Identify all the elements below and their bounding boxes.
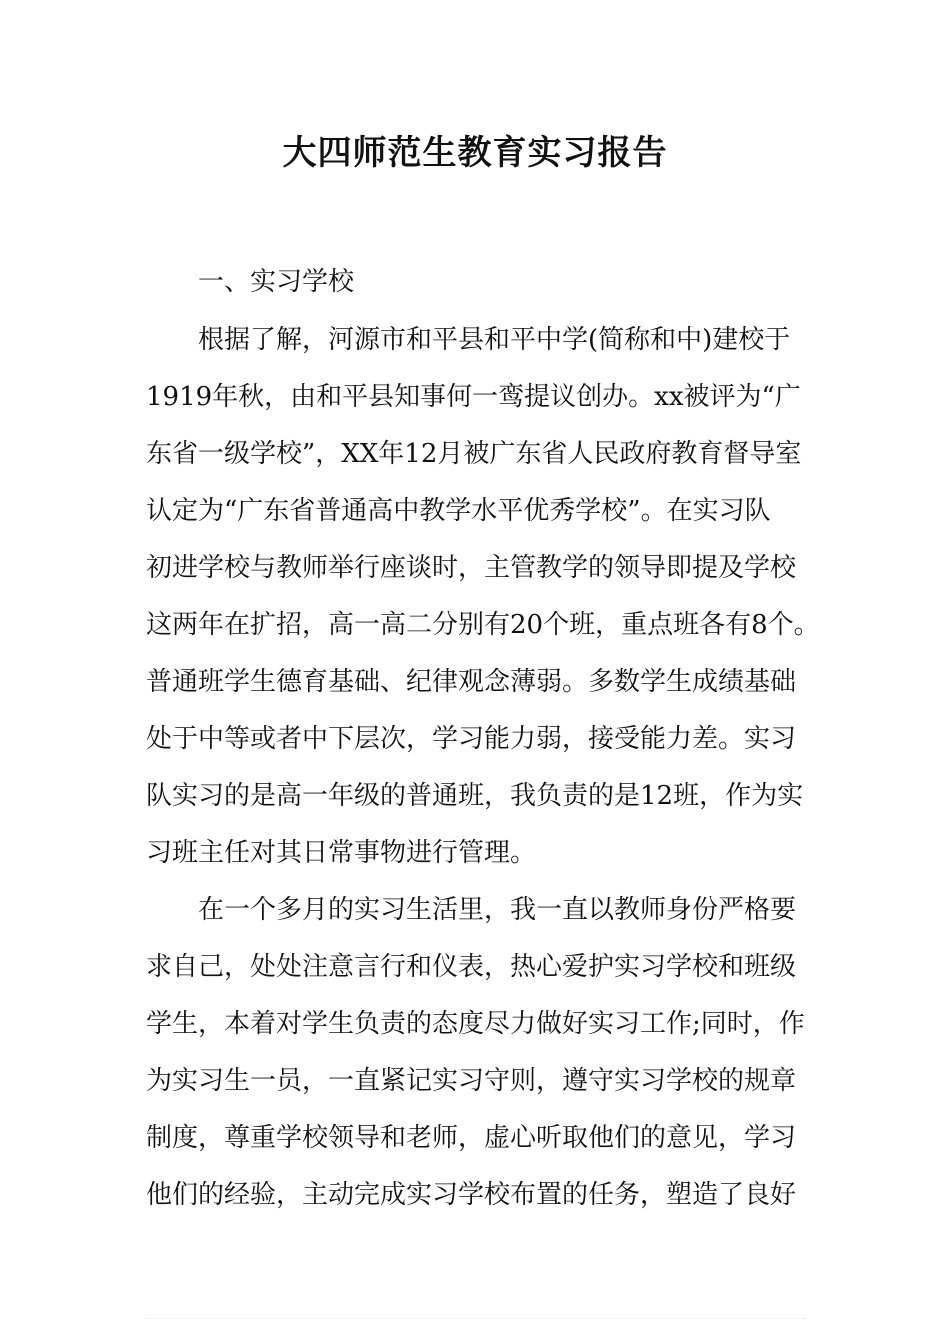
paragraph-line: 在一个多月的实习生活里，我一直以教师身份严格要 bbox=[198, 895, 797, 925]
paragraph-line: 普通班学生德育基础、纪律观念薄弱。多数学生成绩基础 bbox=[146, 667, 797, 697]
paragraph-line: 东省一级学校”，XX年12月被广东省人民政府教育督导室 bbox=[146, 439, 802, 469]
paragraph-line: 求自己，处处注意言行和仪表，热心爱护实习学校和班级 bbox=[146, 952, 797, 982]
paragraph-line: 这两年在扩招，高一高二分别有20个班，重点班各有8个。 bbox=[146, 610, 820, 640]
paragraph-line: 认定为“广东省普通高中教学水平优秀学校”。在实习队 bbox=[146, 496, 771, 526]
paragraph-line: 队实习的是高一年级的普通班，我负责的是12班，作为实 bbox=[146, 781, 804, 811]
paragraph-line: 1919年秋，由和平县知事何一鸾提议创办。xx被评为“广 bbox=[146, 382, 801, 412]
paragraph-line: 为实习生一员，一直紧记实习守则，遵守实习学校的规章 bbox=[146, 1066, 797, 1096]
document-title: 大四师范生教育实习报告 bbox=[282, 133, 668, 173]
paragraph-line: 初进学校与教师举行座谈时，主管教学的领导即提及学校 bbox=[146, 553, 797, 583]
page-bottom-divider bbox=[146, 1318, 806, 1321]
paragraph-line: 他们的经验，主动完成实习学校布置的任务，塑造了良好 bbox=[146, 1180, 797, 1210]
paragraph-line: 习班主任对其日常事物进行管理。 bbox=[146, 838, 537, 868]
paragraph-line: 学生，本着对学生负责的态度尽力做好实习工作;同时，作 bbox=[146, 1009, 805, 1039]
paragraph-line: 处于中等或者中下层次，学习能力弱，接受能力差。实习 bbox=[146, 724, 797, 754]
paragraph-line: 制度，尊重学校领导和老师，虚心听取他们的意见，学习 bbox=[146, 1123, 797, 1153]
paragraph-line: 根据了解，河源市和平县和平中学(简称和中)建校于 bbox=[198, 325, 791, 355]
section-heading: 一、实习学校 bbox=[198, 267, 355, 297]
